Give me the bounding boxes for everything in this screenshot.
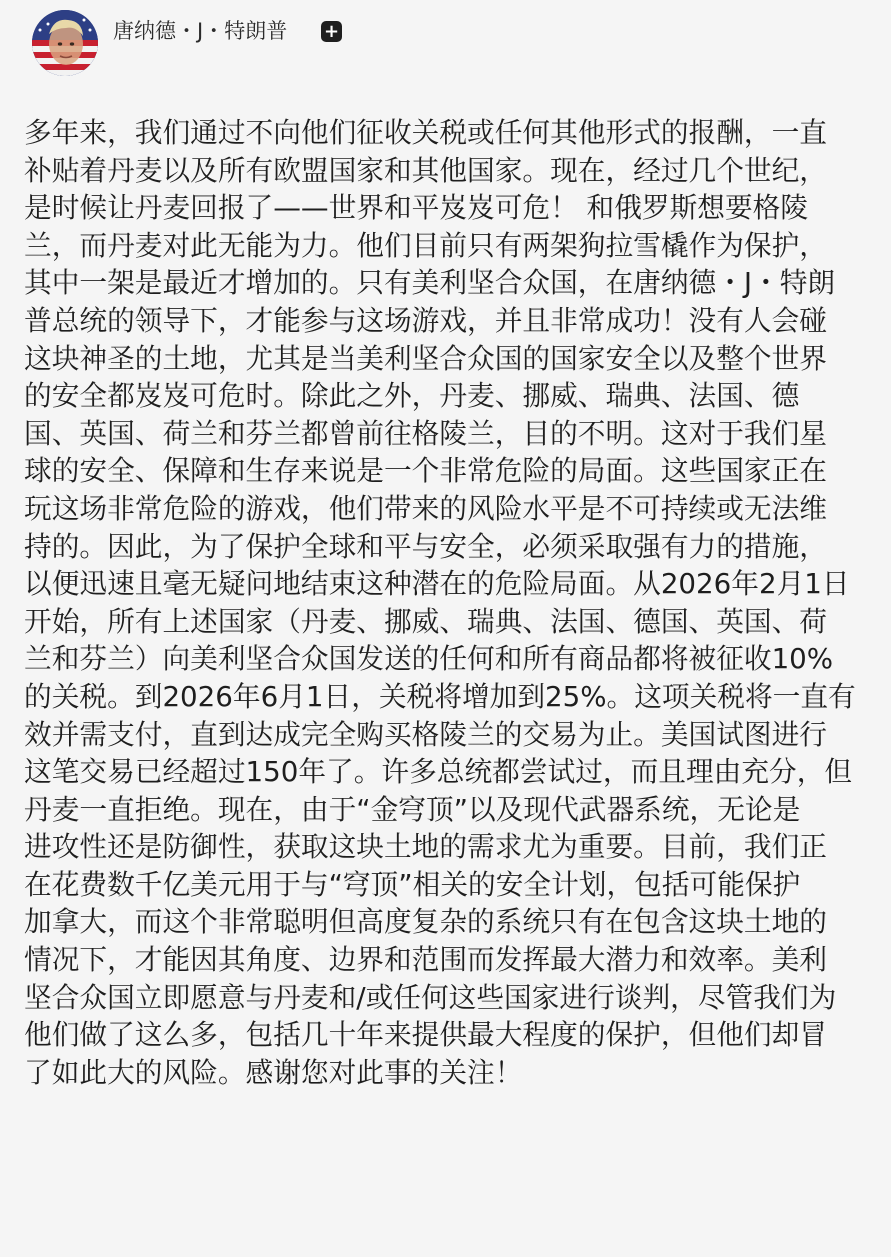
post-line: 效并需支付，直到达成完全购买格陵兰的交易为止。美国试图进行: [24, 717, 827, 751]
post-line: 开始，所有上述国家（丹麦、挪威、瑞典、法国、德国、英国、荷: [24, 604, 827, 638]
post-line: 这块神圣的土地，尤其是当美利坚合众国的国家安全以及整个世界: [24, 341, 827, 375]
plus-square-icon[interactable]: +: [321, 21, 342, 42]
post-line: 这笔交易已经超过150年了。许多总统都尝试过，而且理由充分，但: [24, 755, 853, 789]
post-line: 的关税。到2026年6月1日，关税将增加到25%。这项关税将一直有: [24, 679, 856, 713]
post-line: 是时候让丹麦回报了——世界和平岌岌可危！ 和俄罗斯想要格陵: [24, 191, 809, 225]
post-header: [0, 0, 891, 95]
post-line: 持的。因此，为了保护全球和平与安全，必须采取强有力的措施，: [24, 529, 827, 563]
post-line: 以便迅速且毫无疑问地结束这种潜在的危险局面。从2026年2月1日: [24, 567, 850, 601]
post-line: 进攻性还是防御性，获取这块土地的需求尤为重要。目前，我们正: [24, 830, 827, 864]
post-line: 加拿大，而这个非常聪明但高度复杂的系统只有在包含这块土地的: [24, 905, 827, 939]
post-line: 丹麦一直拒绝。现在，由于“金穹顶”以及现代武器系统，无论是: [24, 792, 801, 826]
avatar[interactable]: [32, 10, 98, 76]
post-line: 国、英国、荷兰和芬兰都曾前往格陵兰，目的不明。这对于我们星: [24, 416, 827, 450]
post-body: [24, 114, 882, 1091]
post-line: 他们做了这么多，包括几十年来提供最大程度的保护，但他们却冒: [24, 1018, 827, 1052]
post-line: 多年来，我们通过不向他们征收关税或任何其他形式的报酬，一直: [24, 116, 827, 149]
post-line: 坚合众国立即愿意与丹麦和/或任何这些国家进行谈判，尽管我们为: [24, 980, 837, 1014]
post-line: 普总统的领导下，才能参与这场游戏，并且非常成功！没有人会碰: [24, 303, 827, 337]
post-line: 的安全都岌岌可危时。除此之外，丹麦、挪威、瑞典、法国、德: [24, 379, 800, 413]
author-name[interactable]: 唐纳德・J・特朗普: [113, 19, 288, 43]
post-line: 补贴着丹麦以及所有欧盟国家和其他国家。现在，经过几个世纪，: [24, 153, 827, 187]
avatar-flag-portrait-icon: [32, 10, 98, 76]
post-line: 球的安全、保障和生存来说是一个非常危险的局面。这些国家正在: [24, 454, 827, 488]
post-line: 兰和芬兰）向美利坚合众国发送的任何和所有商品都将被征收10%: [24, 642, 834, 676]
post-line: 了如此大的风险。感谢您对此事的关注！: [24, 1055, 523, 1089]
post-line: 其中一架是最近才增加的。只有美利坚合众国，在唐纳德・J・特朗: [24, 266, 836, 300]
post-line: 情况下，才能因其角度、边界和范围而发挥最大潜力和效率。美利: [24, 943, 827, 977]
post-line: 在花费数千亿美元用于与“穹顶”相关的安全计划，包括可能保护: [24, 867, 801, 901]
post-line: 兰，而丹麦对此无能为力。他们目前只有两架狗拉雪橇作为保护，: [24, 228, 827, 262]
post-line: 玩这场非常危险的游戏，他们带来的风险水平是不可持续或无法维: [24, 491, 827, 525]
